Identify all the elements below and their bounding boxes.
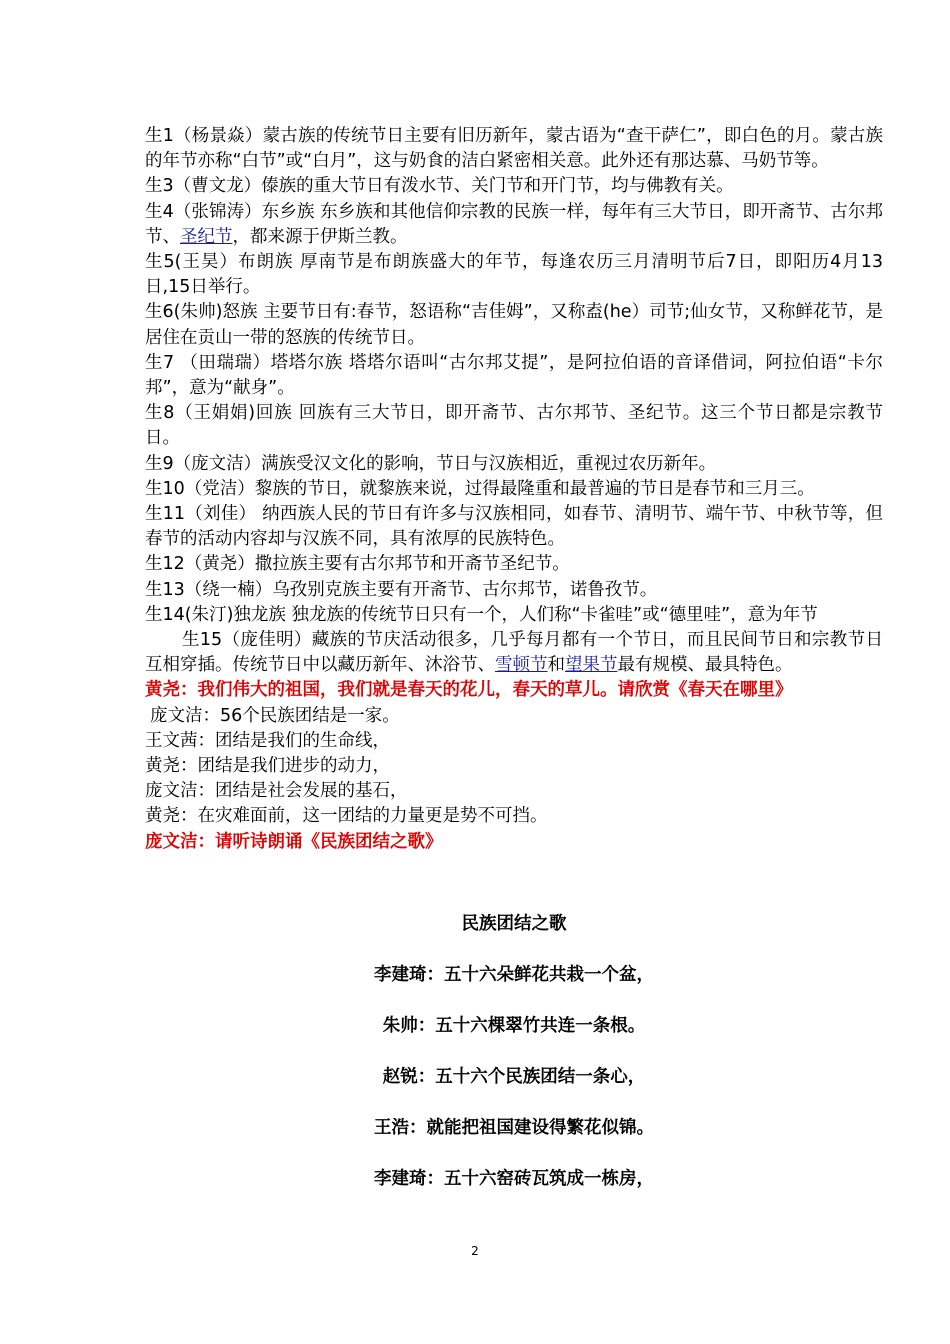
- text-segment: 生15（庞佳明）藏族的节庆活动很多，几乎每月都有一个节日，而且民间节日和宗教节日互相穿插。传统节日中以藏历新年、沐浴节、: [145, 630, 883, 676]
- text-segment: ，都来源于伊斯兰教。: [232, 226, 408, 247]
- paragraph-manchu: 生9（庞文洁）满族受汉文化的影响，节日与汉族相近，重视过农历新年。: [145, 453, 717, 474]
- poem-line: 朱帅：五十六棵翠竹共连一条根。: [382, 1016, 646, 1036]
- paragraph-dongxiang: [145, 200, 883, 250]
- page-number: 2: [471, 1244, 479, 1258]
- text-segment: 生4（张锦涛）东乡族 东乡族和其他信仰宗教的民族一样，每年有三大节日，即开斋节、古尔邦节、: [145, 201, 883, 247]
- paragraph-derung: 生14(朱汀)独龙族 独龙族的传统节日只有一个，人们称“卡雀哇”或“德里哇”，意为年节: [145, 604, 818, 625]
- link-shoton-festival[interactable]: 雪顿节: [495, 655, 548, 676]
- paragraph-li: 生10（党洁）黎族的节日，就黎族来说，过得最隆重和最普遍的节日是春节和三月三。: [145, 478, 815, 499]
- poem-line: 李建琦：五十六朵鲜花共栽一个盆，: [374, 965, 654, 985]
- text-segment: 和: [547, 655, 565, 676]
- dialogue-line: 庞文洁：团结是社会发展的基石，: [145, 781, 408, 802]
- paragraph-salar: 生12（黄尧）撒拉族主要有古尔邦节和开斋节圣纪节。: [145, 554, 570, 575]
- poem-line: 王浩：就能把祖国建设得繁花似锦。: [374, 1118, 654, 1138]
- paragraph-naxi: 生11（刘佳） 纳西族人民的节日有许多与汉族相同，如春节、清明节、端午节、中秋节等，但春节的活动内容却与汉族不同，具有浓厚的民族特色。: [145, 504, 883, 550]
- dialogue-line: 王文茜：团结是我们的生命线，: [145, 730, 390, 751]
- body-text: [145, 124, 883, 855]
- paragraph-bulang: 生5(王昊）布朗族 厚南节是布朗族盛大的年节，每逢农历三月清明节后7日，即阳历4月13日,15日举行。: [145, 252, 883, 298]
- paragraph-dai: 生3（曹文龙）傣族的重大节日有泼水节、关门节和开门节，均与佛教有关。: [145, 176, 734, 197]
- text-segment: 最有规模、最具特色。: [617, 655, 793, 676]
- paragraph-hui: 生8（王娟娟)回族 回族有三大节日，即开斋节、古尔邦节、圣纪节。这三个节日都是宗教节日。: [145, 403, 883, 449]
- poem-line: 赵锐：五十六个民族团结一条心，: [382, 1067, 646, 1087]
- link-shengji-festival[interactable]: 圣纪节: [180, 226, 233, 247]
- paragraph-mongol: 生1（杨景焱）蒙古族的传统节日主要有旧历新年，蒙古语为“查干萨仁”，即白色的月。蒙古族的年节亦称“白节”或“白月”，这与奶食的洁白紧密相关意。此外还有那达慕、马奶节等。: [145, 126, 883, 172]
- paragraph-nu: 生6(朱帅)怒族 主要节日有:春节，怒语称“吉佳姆”，又称盍(he）司节;仙女节，又称鲜花节，是居住在贡山一带的怒族的传统节日。: [145, 302, 883, 348]
- paragraph-uzbek: 生13（绕一楠）乌孜别克族主要有开斋节、古尔邦节，诺鲁孜节。: [145, 579, 658, 600]
- dialogue-line: 庞文洁：56个民族团结是一家。: [150, 705, 400, 726]
- dialogue-line: 黄尧：团结是我们进步的动力，: [145, 756, 390, 777]
- red-announcement-spring: 黄尧：我们伟大的祖国，我们就是春天的花儿，春天的草儿。请欣赏《春天在哪里》: [145, 680, 793, 701]
- poem-title: 民族团结之歌: [461, 914, 567, 934]
- dialogue-line: 黄尧：在灾难面前，这一团结的力量更是势不可挡。: [145, 806, 548, 827]
- paragraph-tibetan: [145, 628, 883, 678]
- poem-section: [145, 906, 883, 1212]
- paragraph-tatar: 生7 （田瑞瑞）塔塔尔族 塔塔尔语叫“古尔邦艾提”，是阿拉伯语的音译借词，阿拉伯语“卡尔邦”，意为“献身”。: [145, 352, 883, 399]
- link-ongkor-festival[interactable]: 望果节: [565, 655, 618, 676]
- poem-line: 李建琦：五十六窑砖瓦筑成一栋房，: [374, 1169, 654, 1189]
- red-announcement-poem: 庞文洁：请听诗朗诵《民族团结之歌》: [145, 831, 443, 852]
